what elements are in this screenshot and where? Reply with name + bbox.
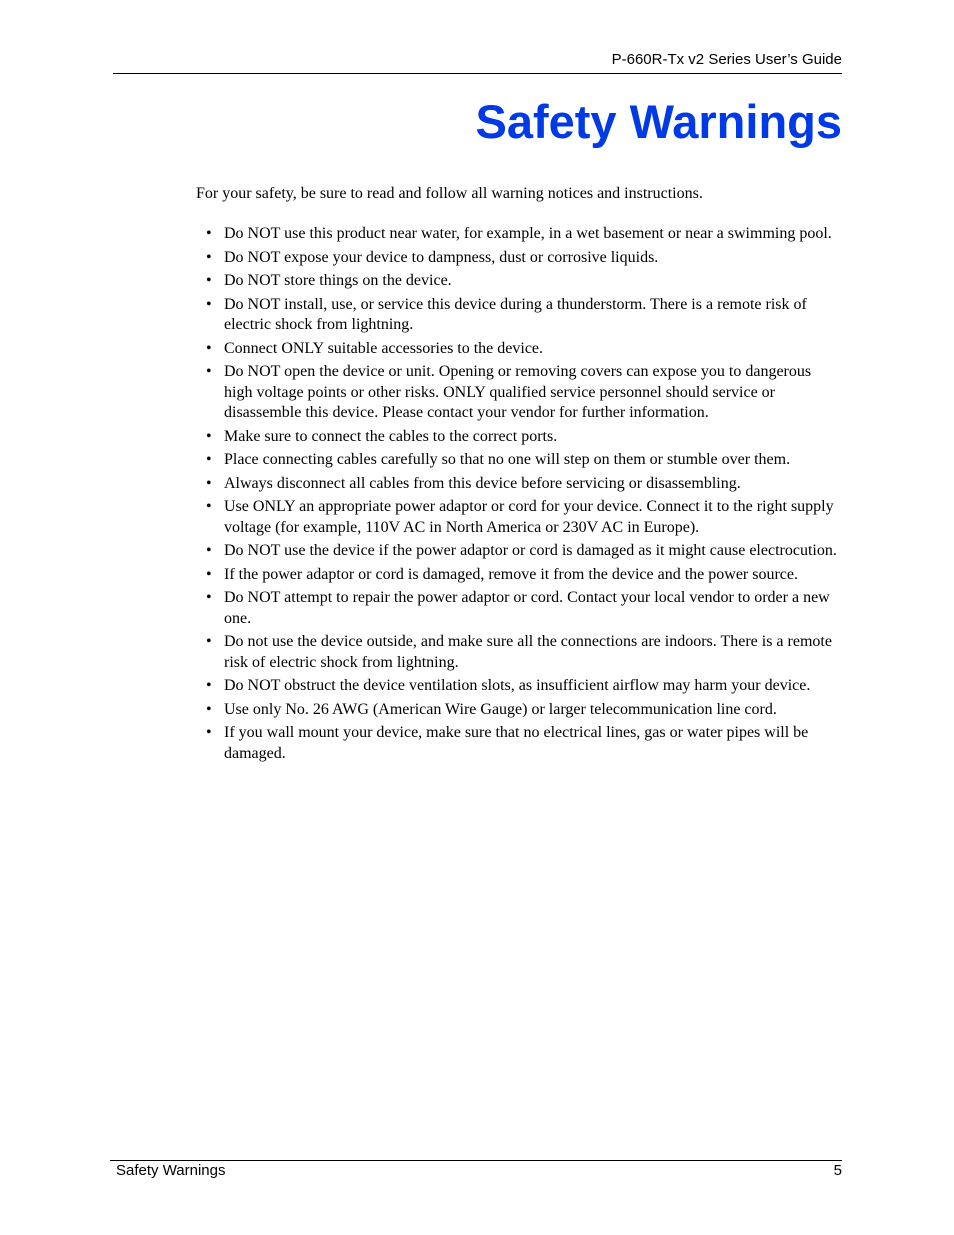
bullet-icon: • — [206, 295, 212, 313]
bullet-icon: • — [206, 363, 212, 380]
bullet-icon: • — [206, 565, 212, 583]
warning-text: Do NOT use this product near water, for example, in a wet basement or near a swimming pool. — [224, 225, 832, 242]
page-title: Safety Warnings — [475, 95, 842, 148]
bullet-icon: • — [206, 225, 212, 242]
bullet-icon: • — [206, 272, 212, 289]
bullet-icon: • — [206, 677, 212, 694]
bullet-icon: • — [206, 542, 212, 559]
warning-item — [202, 450, 842, 471]
warning-item — [202, 295, 842, 336]
intro-paragraph: For your safety, be sure to read and follow all warning notices and instructions. — [196, 185, 703, 202]
warning-item — [202, 248, 842, 269]
warning-item — [202, 700, 842, 721]
warning-text: Always disconnect all cables from this device before servicing or disassembling. — [224, 474, 741, 492]
warning-text: Use only No. 26 AWG (American Wire Gauge) or larger telecommunication line cord. — [224, 700, 777, 718]
bullet-icon: • — [206, 451, 212, 468]
warning-item — [202, 565, 842, 586]
bullet-icon: • — [206, 498, 212, 515]
warnings-list — [202, 224, 842, 767]
warning-text: If you wall mount your device, make sure that no electrical lines, gas or water pipes will be damaged. — [224, 724, 809, 762]
warning-text: Do not use the device outside, and make sure all the connections are indoors. There is a remote risk of electric shock from lightning. — [224, 633, 832, 671]
warning-item — [202, 427, 842, 448]
warning-item — [202, 224, 842, 245]
warning-text: Connect ONLY suitable accessories to the device. — [224, 339, 544, 357]
warning-text: If the power adaptor or cord is damaged, remove it from the device and the power source. — [224, 565, 798, 583]
warning-text: Do NOT attempt to repair the power adaptor or cord. Contact your local vendor to order a new one. — [224, 589, 830, 627]
bullet-icon: • — [206, 427, 212, 445]
header-divider — [113, 73, 842, 74]
running-header: P-660R-Tx v2 Series User’s Guide — [611, 51, 842, 68]
warning-text: Do NOT install, use, or service this device during a thunderstorm. There is a remote risk of electric shock from lightning. — [224, 295, 807, 333]
bullet-icon: • — [206, 589, 212, 606]
warning-text: Place connecting cables carefully so that no one will step on them or stumble over them. — [224, 451, 791, 468]
bullet-icon: • — [206, 339, 212, 357]
warning-text: Do NOT open the device or unit. Opening or removing covers can expose you to dangerous high voltage points or other risks. ONLY qualified service personnel should service or disassemble this device. Please contact your vendor for further information. — [224, 363, 812, 421]
warning-item — [202, 497, 842, 538]
footer-section-title: Safety Warnings — [116, 1162, 226, 1179]
bullet-icon: • — [206, 724, 212, 741]
warning-item — [202, 676, 842, 697]
warning-text: Make sure to connect the cables to the correct ports. — [224, 427, 558, 445]
warning-item — [202, 271, 842, 292]
warning-item — [202, 362, 842, 424]
bullet-icon: • — [206, 248, 212, 266]
page-number: 5 — [833, 1162, 842, 1179]
warning-item — [202, 474, 842, 495]
warning-item — [202, 588, 842, 629]
bullet-icon: • — [206, 474, 212, 492]
warning-item — [202, 541, 842, 562]
warning-text: Do NOT store things on the device. — [224, 272, 452, 289]
warning-item — [202, 632, 842, 673]
footer-divider — [110, 1160, 842, 1161]
warning-item — [202, 723, 842, 764]
warning-text: Do NOT use the device if the power adaptor or cord is damaged as it might cause electrocution. — [224, 542, 837, 559]
warning-item — [202, 339, 842, 360]
bullet-icon: • — [206, 700, 212, 718]
warning-text: Do NOT obstruct the device ventilation slots, as insufficient airflow may harm your device. — [224, 677, 811, 694]
bullet-icon: • — [206, 633, 212, 650]
warning-text: Do NOT expose your device to dampness, dust or corrosive liquids. — [224, 248, 659, 266]
warning-text: Use ONLY an appropriate power adaptor or cord for your device. Connect it to the right supply voltage (for example, 110V AC in North America or 230V AC in Europe). — [224, 498, 834, 536]
